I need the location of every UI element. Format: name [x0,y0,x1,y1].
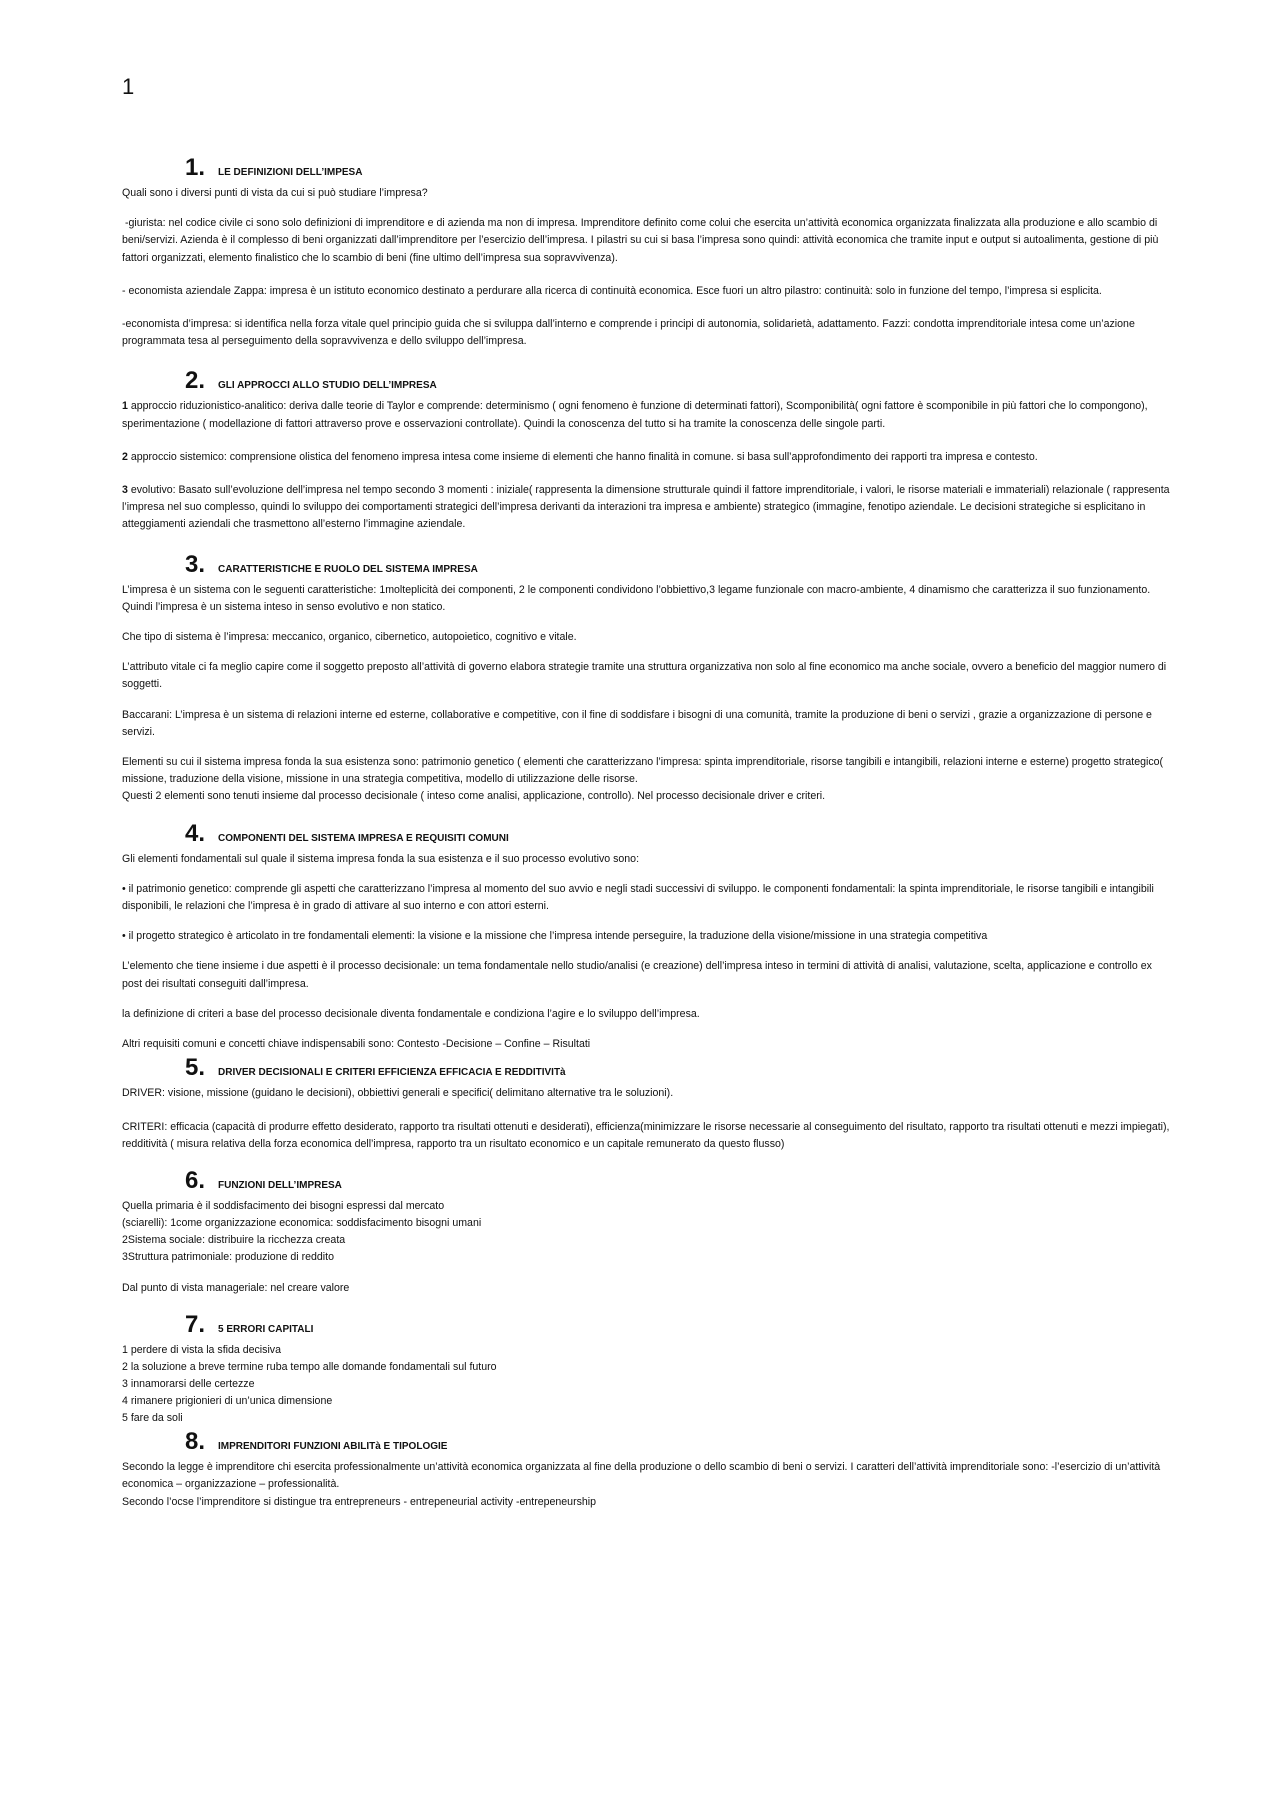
section-title: COMPONENTI DEL SISTEMA IMPRESA E REQUISITI COMUNI [218,832,509,844]
paragraph: DRIVER: visione, missione (guidano le decisioni), obbiettivi generali e specifici( delimitano alternative tra le soluzioni). [122,1087,674,1100]
item-number: 1 [122,400,128,413]
paragraph: -giurista: nel codice civile ci sono solo definizioni di imprenditore e di azienda ma non di impresa. Imprenditore definito come colui che esercita un’attività economica organizzata finalizzata alla produzione e allo scambio di beni/servizi. Azienda è il complesso di beni organizzati dall’imprenditore per l’esercizio dell’impresa. I pilastri su cui si basa l’impresa sono quindi: attività economica che tramite input e output si autoalimenta, gestione di più fattori organizzati, elemento finalistico che lo scambio di beni (fine ultimo dell’impresa sua sopravvivenza). [122,217,1162,264]
section-heading-2 [122,366,1170,396]
paragraph: Gli elementi fondamentali sul quale il sistema impresa fonda la sua esistenza e il suo processo evolutivo sono: [122,852,640,865]
functions-list [122,1198,1170,1266]
paragraph: Secondo l’ocse l’imprenditore si distingue tra entrepreneurs - entrepeneurial activity -entrepeneurship [122,1495,597,1508]
item-number: 2 [122,450,128,463]
section-number: 6. [184,1166,205,1194]
section-heading-3 [122,550,1170,580]
section-number: 3. [184,550,205,578]
paragraph: -economista d’impresa: si identifica nella forza vitale quel principio guida che si sviluppa dall’interno e comprende i principi di autonomia, solidarietà, adattamento. Fazzi: condotta imprenditoriale intesa come un’azione programmata tesa al perseguimento della sopravvivenza e dello sviluppo dell’impresa. [122,318,1135,348]
list-line: 4 rimanere prigionieri di un’unica dimensione [122,1395,333,1408]
section-number: 8. [184,1428,205,1456]
errors-list [122,1342,1170,1427]
list-line: 3 innamorarsi delle certezze [122,1378,255,1391]
item-text: evolutivo: Basato sull’evoluzione dell’impresa nel tempo secondo 3 momenti : iniziale( rappresenta la dimensione strutturale quindi il fattore imprenditoriale, i valori, le risorse materiali e immateriali) relazionale ( rappresenta l’impresa nel suo complesso, quindi lo sviluppo dei comportamenti strategici dell’impresa derivanti da interazioni tra impresa e ambiente) strategico (immagine, fenotipo aziendale. Le decisioni strategiche si esplicitano in atteggiamenti aziendali che trasmettono all’esterno l’immagine aziendale. [122,484,1170,531]
paragraph: Altri requisiti comuni e concetti chiave indispensabili sono: Contesto -Decisione – Confine – Risultati [122,1038,591,1051]
section-title: DRIVER DECISIONALI E CRITERI EFFICIENZA EFFICACIA E REDDITIVITà [218,1067,566,1079]
paragraph: L’attributo vitale ci fa meglio capire come il soggetto preposto all’attività di governo elabora strategie tramite una struttura organizzativa non solo al fine economico ma anche sociale, ovvero a beneficio del maggior numero di soggetti. [122,661,1167,691]
section-title: GLI APPROCCI ALLO STUDIO DELL’IMPRESA [218,380,437,392]
bullet-paragraph: • il progetto strategico è articolato in tre fondamentali elementi: la visione e la missione che l’impresa intende perseguire, la traduzione della visione/missione in una strategia competitiva [122,930,988,943]
item-text: approccio sistemico: comprensione olistica del fenomeno impresa intesa come insieme di elementi che hanno finalità in comune. si basa sull’approfondimento dei rapporti tra impresa e contesto. [127,450,1038,463]
list-line: 2 la soluzione a breve termine ruba tempo alle domande fondamentali sul futuro [122,1361,497,1374]
section-title: LE DEFINIZIONI DELL’IMPESA [218,167,363,178]
list-line: 2Sistema sociale: distribuire la ricchezza creata [122,1233,346,1246]
section-heading-7 [122,1310,1170,1340]
paragraph: la definizione di criteri a base del processo decisionale diventa fondamentale e condiziona l’agire e lo sviluppo dell’impresa. [122,1007,700,1020]
section-title: CARATTERISTICHE E RUOLO DEL SISTEMA IMPRESA [218,563,478,575]
list-line: 5 fare da soli [122,1412,183,1425]
paragraph: Quali sono i diversi punti di vista da cui si può studiare l’impresa? [122,187,428,199]
list-line: 1 perdere di vista la sfida decisiva [122,1344,281,1357]
list-line: 3Struttura patrimoniale: produzione di reddito [122,1250,334,1263]
section-number: 5. [184,1054,205,1082]
approach-item [122,449,1170,466]
paragraph: Dal punto di vista manageriale: nel creare valore [122,1281,350,1294]
section-title: IMPRENDITORI FUNZIONI ABILITà E TIPOLOGIE [218,1441,448,1453]
paragraph: L’impresa è un sistema con le seguenti caratteristiche: 1molteplicità dei componenti, 2 le componenti condividono l’obbiettivo,3 legame funzionale con macro-ambiente, 4 dinamismo che caratterizza il suo funzionamento. Quindi l’impresa è un sistema inteso in senso evolutivo e non statico. [122,583,1151,613]
section-number: 1. [184,154,205,181]
section-number: 2. [184,367,205,395]
paragraph: L’elemento che tiene insieme i due aspetti è il processo decisionale: un tema fondamentale nello studio/analisi (e creazione) dell’impresa inteso in termini di attività di analisi, valutazione, scelta, applicazione e controllo ex post dei risultati conseguiti dall’impresa. [122,960,1152,990]
bullet-paragraph: • il patrimonio genetico: comprende gli aspetti che caratterizzano l’impresa al momento del suo avvio e negli stadi successivi di sviluppo. le componenti fondamentali: la spinta imprenditoriale, le risorse tangibili e intangibili disponibili, le relazioni che l’impresa è in grado di attivare al suo interno e con attori esterni. [122,882,1154,913]
paragraph: Secondo la legge è imprenditore chi esercita professionalmente un’attività economica organizzata al fine della produzione o dello scambio di beni o servizi. I caratteri dell’attività imprenditoriale sono: -l’esercizio di un’attività economica – organizzazione – professionalità. [122,1461,1161,1491]
item-number: 3 [122,484,128,497]
approach-item [122,398,1170,432]
approach-item [122,482,1170,534]
section-heading-4 [122,819,1170,849]
paragraph: Elementi su cui il sistema impresa fonda la sua esistenza sono: patrimonio genetico ( elementi che caratterizzano l’impresa: spinta imprenditoriale, risorse tangibili e intangibili, relazioni interne e esterne) progetto strategico( missione, traduzione della visione, missione in una strategia competitiva, modello di utilizzazione delle risorse. [122,756,1164,786]
paragraph: Questi 2 elementi sono tenuti insieme dal processo decisionale ( inteso come analisi, applicazione, controllo). Nel processo decisionale driver e criteri. [122,790,826,803]
item-text: approccio riduzionistico-analitico: deriva dalle teorie di Taylor e comprende: determinismo ( ogni fenomeno è funzione di determinati fattori), Scomponibilità( ogni fattore è scomponibile in più fattori che lo compongono), sperimentazione ( modellazione di fattori attraverso prove e osservazioni controllate). Quindi la conoscenza del tutto si ha tramite la conoscenza delle singole parti. [122,400,1148,430]
section-title: FUNZIONI DELL’IMPRESA [218,1179,342,1191]
paragraph: Baccarani: L’impresa è un sistema di relazioni interne ed esterne, collaborative e competitive, con il fine di soddisfare i bisogni di una comunità, tramite la produzione di beni o servizi , grazie a organizzazione di persone e servizi. [122,708,1152,738]
list-line: Quella primaria è il soddisfacimento dei bisogni espressi dal mercato [122,1199,445,1212]
section-heading-1 [122,153,1170,183]
section-number: 7. [184,1311,205,1339]
paragraph: CRITERI: efficacia (capacità di produrre effetto desiderato, rapporto tra risultati ottenuti e desiderati), efficienza(minimizzare le risorse necessarie al conseguimento del risultato, rapporto tra risultati ottenuti e mezzi impiegati), redditività ( misura relativa della forza economica dell’impresa, rapporto tra un risultato economico e un capitale remunerato da questo flusso) [122,1120,1170,1150]
list-line: (sciarelli): 1come organizzazione economica: soddisfacimento bisogni umani [122,1216,482,1229]
paragraph: Che tipo di sistema è l’impresa: meccanico, organico, cibernetico, autopoietico, cognitivo e vitale. [122,631,577,644]
paragraph: - economista aziendale Zappa: impresa è un istituto economico destinato a perdurare alla ricerca di continuità economica. Esce fuori un altro pilastro: continuità: solo in funzione del tempo, l’impresa si esplicita. [122,284,1102,297]
document-body [122,153,1170,1511]
section-heading-8 [122,1427,1170,1457]
section-heading-5 [122,1053,1170,1083]
section-number: 4. [184,819,205,847]
page-number: 1 [122,74,135,99]
section-heading-6 [122,1166,1170,1196]
section-title: 5 ERRORI CAPITALI [218,1324,314,1336]
